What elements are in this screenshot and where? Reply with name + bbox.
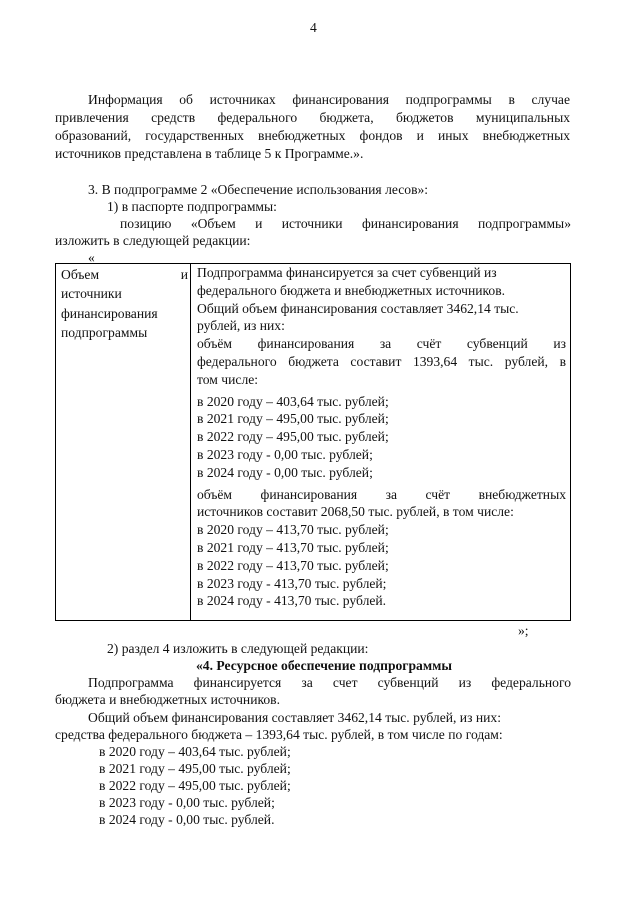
right-ext-line-1: объём финансирования за счёт внебюджетных xyxy=(197,486,566,502)
left-cell-line-2: источники xyxy=(61,286,122,302)
open-quote: « xyxy=(88,250,95,265)
right-ext-year: в 2021 году – 413,70 тыс. рублей; xyxy=(197,539,389,555)
left-cell-word-1: Объем xyxy=(61,267,100,282)
table-right-cell xyxy=(197,265,566,611)
table-left-cell xyxy=(61,265,188,342)
right-ext-year: в 2020 году – 413,70 тыс. рублей; xyxy=(197,522,389,538)
section4-year: в 2021 году – 495,00 тыс. рублей; xyxy=(99,761,291,776)
section3-item1: 1) в паспорте подпрограммы: xyxy=(107,199,277,214)
left-cell-line-3: финансирования xyxy=(61,305,158,321)
table-divider xyxy=(190,264,191,620)
left-cell-line-4: подпрограммы xyxy=(61,324,148,340)
section4-heading: «4. Ресурсное обеспечение подпрограммы xyxy=(196,658,452,673)
right-p1-line-1: Подпрограмма финансируется за счет субвенций из xyxy=(197,265,497,280)
right-fed-line-1: объём финансирования за счёт субвенций из xyxy=(197,336,566,352)
right-p2-line-2: рублей, из них: xyxy=(197,318,285,334)
right-fed-year: в 2021 году – 495,00 тыс. рублей; xyxy=(197,411,389,427)
right-fed-line-3: том числе: xyxy=(197,371,259,387)
right-ext-year: в 2022 году – 413,70 тыс. рублей; xyxy=(197,557,389,573)
financing-table xyxy=(55,263,571,621)
section3-position-line2: изложить в следующей редакции: xyxy=(55,233,251,248)
right-p1-line-2: федерального бюджета и внебюджетных источников. xyxy=(197,282,506,298)
intro-line-1: Информация об источниках финансирования подпрограммы в случае xyxy=(88,92,570,107)
close-quote: »; xyxy=(518,623,529,638)
right-fed-line-2: федерального бюджета составит 1393,64 тыс. рублей, в xyxy=(197,353,566,369)
section4-year: в 2022 году – 495,00 тыс. рублей; xyxy=(99,778,291,793)
right-fed-year: в 2020 году – 403,64 тыс. рублей; xyxy=(197,393,389,409)
right-ext-year: в 2024 году - 413,70 тыс. рублей. xyxy=(197,593,387,609)
section4-item2: 2) раздел 4 изложить в следующей редакции: xyxy=(107,641,369,656)
intro-line-4: источников представлена в таблице 5 к Программе.». xyxy=(55,146,364,161)
right-fed-year: в 2023 году - 0,00 тыс. рублей; xyxy=(197,446,373,462)
right-fed-year: в 2024 году - 0,00 тыс. рублей; xyxy=(197,464,373,480)
right-fed-year: в 2022 году – 495,00 тыс. рублей; xyxy=(197,429,389,445)
section4-p2-line-2: средства федерального бюджета – 1393,64 тыс. рублей, в том числе по годам: xyxy=(55,727,503,742)
section4-year: в 2020 году – 403,64 тыс. рублей; xyxy=(99,744,291,759)
section4-year: в 2024 году - 0,00 тыс. рублей. xyxy=(99,812,275,827)
section4-p1-line-1: Подпрограмма финансируется за счет субвенций из федерального xyxy=(88,675,571,690)
section4-p1-line-2: бюджета и внебюджетных источников. xyxy=(55,692,280,707)
section3-heading: 3. В подпрограмме 2 «Обеспечение использования лесов»: xyxy=(88,182,429,197)
intro-line-3: образований, государственных внебюджетных фондов и иных внебюджетных xyxy=(55,128,570,143)
left-cell-word-2: и xyxy=(180,267,188,282)
right-p2-line-1: Общий объем финансирования составляет 3462,14 тыс. xyxy=(197,300,519,316)
right-ext-line-2: источников составит 2068,50 тыс. рублей, в том числе: xyxy=(197,504,514,520)
page-number: 4 xyxy=(310,20,317,35)
section4-p2-line-1: Общий объем финансирования составляет 3462,14 тыс. рублей, из них: xyxy=(88,710,501,725)
section3-position-line1: позицию «Объем и источники финансирования подпрограммы» xyxy=(120,216,571,231)
intro-line-2: привлечения средств федерального бюджета, бюджетов муниципальных xyxy=(55,110,570,125)
section4-year: в 2023 году - 0,00 тыс. рублей; xyxy=(99,795,275,810)
right-ext-year: в 2023 году - 413,70 тыс. рублей; xyxy=(197,575,387,591)
